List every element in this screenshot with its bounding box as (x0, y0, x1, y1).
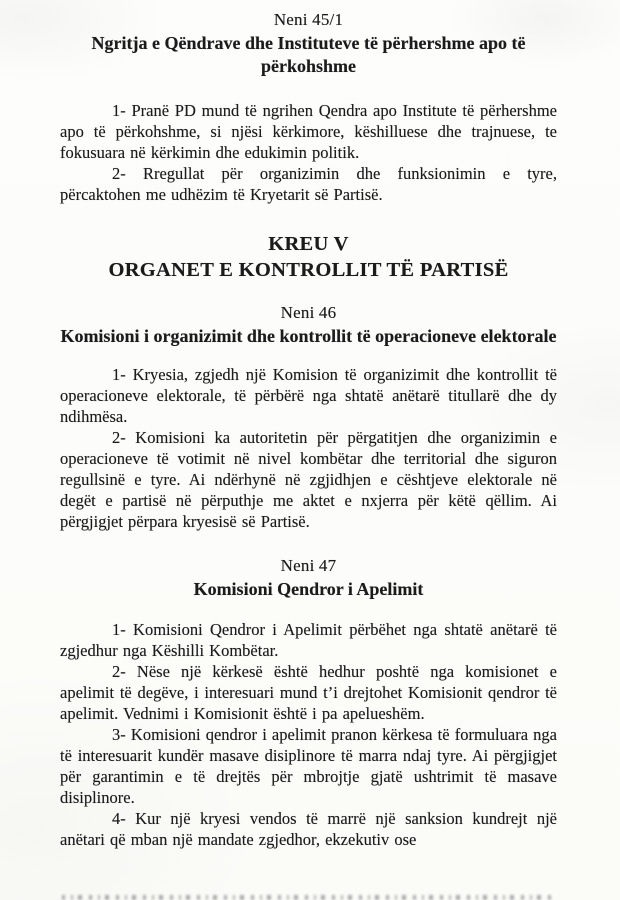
paragraph: 4- Kur një kryesi vendos të marrë një sanksion kundrejt një anëtari që mban një mandate zgjedhor, ekzekutiv ose (60, 809, 557, 849)
paragraph: 2- Rregullat për organizimin dhe funksionimin e tyre, përcaktohen me udhëzim të Kryetarit së Partisë. (60, 164, 557, 204)
paragraph: 2- Komisioni ka autoritetin për përgatitjen dhe organizimin e operacioneve të votimit në nivel kombëtar dhe territorial dhe siguron regullsinë e tyre. Ai ndërhynë në zgjidhjen e cështjeve elektorale në degët e partisë në përputhje me aktet e nxjerra për këtë qëllim. Ai përgjigjet përpara kryesisë së Partisë. (60, 428, 557, 531)
paragraph: 2- Nëse një kërkesë është hedhur poshtë nga komisionet e apelimit të degëve, i interesuari mund t’i drejtohet Komisionit qendror të apelimit. Vednimi i Komisionit është i pa apelueshëm. (60, 662, 557, 723)
article-title-46: Komisioni i organizimit dhe kontrollit të operacioneve elektorale (60, 326, 557, 346)
cutoff-text-remnant (62, 895, 554, 900)
paragraph: 1- Komisioni Qendror i Apelimit përbëhet nga shtatë anëtarë të zgjedhur nga Këshilli Kombëtar. (60, 620, 557, 660)
paragraph: 1- Kryesia, zgjedh një Komision të organizimit dhe kontrollit të operacioneve elektorale, të përbërë nga shtatë anëtarë titullarë dhe dy ndihmësa. (60, 365, 557, 426)
chapter-title: ORGANET E KONTROLLIT TË PARTISË (108, 259, 509, 281)
article-number-46: Neni 46 (280, 303, 337, 322)
paragraph: 3- Komisioni qendror i apelimit pranon kërkesa të formuluara nga të interesuarit kundër masave disiplinore të marra ndaj tyre. Ai përgjigjet për garantimin e të drejtës për mbrojtje gjatë ushtrimit të masave disiplinore. (60, 725, 557, 807)
article-title-45-1: Ngritja e Qëndrave dhe Instituteve të përhershme apo të përkohshme (91, 33, 526, 76)
article-title-47: Komisioni Qendror i Apelimit (193, 579, 424, 599)
article-number-47: Neni 47 (280, 556, 337, 575)
chapter-heading (60, 231, 557, 283)
article-number-45-1: Neni 45/1 (273, 10, 344, 29)
chapter-number: KREU V (268, 233, 349, 255)
paragraph: 1- Pranë PD mund të ngrihen Qendra apo Institute të përhershme apo të përkohshme, si njësi kërkimore, këshilluese dhe trajnuese, te fokusuara në kërkimin dhe edukimin politik. (60, 101, 557, 162)
